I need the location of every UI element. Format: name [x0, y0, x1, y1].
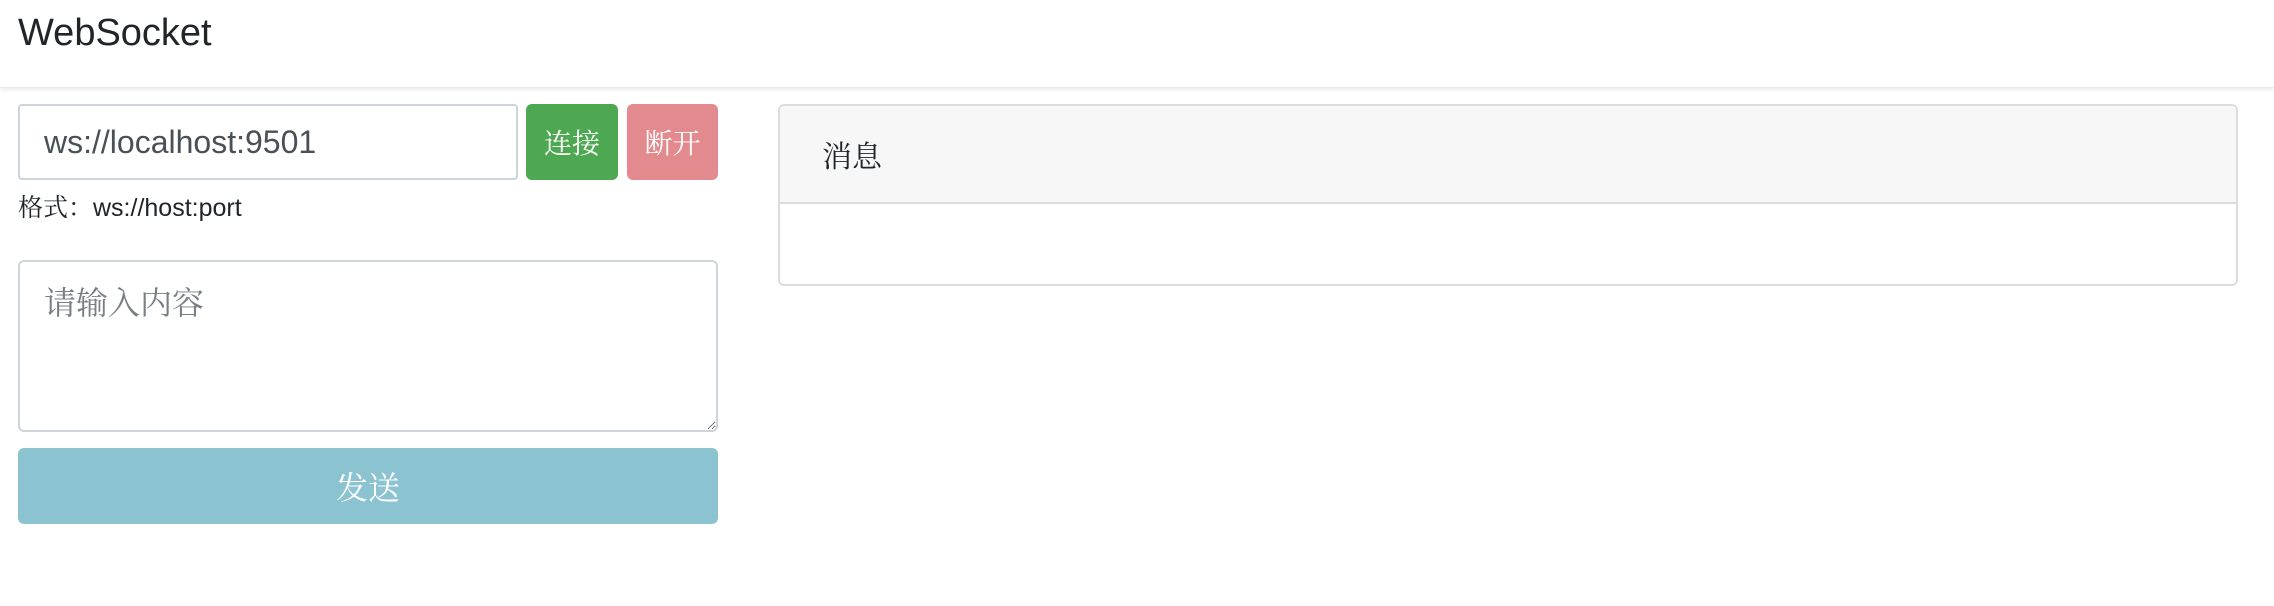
- messages-panel-title: 消息: [780, 106, 2236, 204]
- connect-button[interactable]: 连接: [526, 104, 618, 180]
- message-input[interactable]: [18, 260, 718, 432]
- messages-panel: [778, 104, 2238, 286]
- send-button[interactable]: 发送: [18, 448, 718, 524]
- disconnect-button[interactable]: 断开: [627, 104, 718, 180]
- messages-list: [780, 204, 2236, 284]
- url-format-hint: 格式：ws://host:port: [18, 194, 242, 222]
- websocket-url-input[interactable]: [18, 104, 518, 180]
- navbar: [0, 0, 2274, 88]
- brand-title: WebSocket: [18, 12, 212, 54]
